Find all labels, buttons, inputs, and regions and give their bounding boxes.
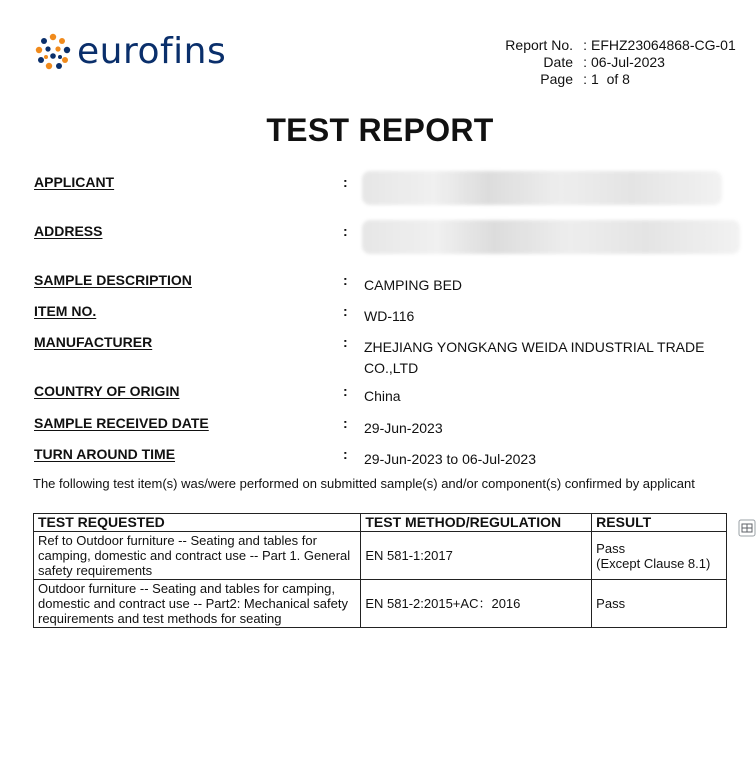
field-colon: : [343,223,348,239]
page-number-row [480,71,736,88]
result-cell [592,580,727,628]
page-number-value: 1 of 8 [591,71,630,87]
sample-description-field [34,272,754,294]
country-of-origin-label: COUNTRY OF ORIGIN [34,383,180,399]
sample-received-date-field [34,415,754,437]
eurofins-logo [33,30,226,74]
meta-colon: : [583,37,587,53]
report-meta [480,37,736,88]
table-row [34,580,727,628]
address-field [34,223,754,263]
table-row [34,532,727,580]
item-no-label: ITEM NO. [34,303,97,319]
result-value: Pass [596,596,626,611]
turn-around-time-value: 29-Jun-2023 to 06-Jul-2023 [364,451,537,467]
redacted-address [362,220,740,254]
meta-colon: : [583,71,587,87]
test-method-cell: EN 581-2:2015+AC：2016 [361,580,592,628]
result-value: Pass [596,540,626,556]
manufacturer-value: ZHEJIANG YONGKANG WEIDA INDUSTRIAL TRADE CO.,LTD [364,339,705,376]
field-colon: : [343,415,348,431]
field-colon: : [343,272,348,288]
sample-received-date-value: 29-Jun-2023 [364,420,443,436]
field-colon: : [343,174,348,190]
test-requested-cell: Ref to Outdoor furniture -- Seating and tables for camping, domestic and contract use -- Part 1. General safety requirements [34,532,361,580]
country-of-origin-value: China [364,388,401,404]
turn-around-time-field [34,446,754,468]
sample-description-label: SAMPLE DESCRIPTION [34,272,192,288]
column-header-result: RESULT [592,514,727,532]
test-requested-cell: Outdoor furniture -- Seating and tables for camping, domestic and contract use -- Part2: Mechanical safety requirements and test methods for seating [34,580,361,628]
report-date-label: Date [543,54,573,70]
address-label: ADDRESS [34,223,103,239]
turn-around-time-label: TURN AROUND TIME [34,446,176,462]
report-number-row [480,37,736,54]
intro-text: The following test item(s) was/were performed on submitted sample(s) and/or component(s) confirmed by applicant [33,476,695,491]
field-colon: : [343,334,348,350]
applicant-label: APPLICANT [34,174,115,190]
field-colon: : [343,383,348,399]
manufacturer-field [34,334,754,378]
sample-received-date-label: SAMPLE RECEIVED DATE [34,415,209,431]
test-table [33,513,727,628]
sample-description-value: CAMPING BED [364,277,463,293]
page-number-label: Page [540,71,573,87]
applicant-field [34,174,754,214]
manufacturer-label: MANUFACTURER [34,334,153,350]
country-of-origin-field [34,383,754,405]
report-number-label: Report No. [505,37,573,53]
logo-wordmark: eurofins [77,31,227,72]
item-no-field [34,303,754,325]
field-colon: : [343,303,348,319]
report-date-value: 06-Jul-2023 [591,54,665,70]
eurofins-dots-logo-icon [33,32,73,72]
result-note: (Except Clause 8.1) [596,555,711,571]
field-colon: : [343,446,348,462]
table-view-icon[interactable] [738,519,756,537]
item-no-value: WD-116 [364,308,415,324]
meta-colon: : [583,54,587,70]
report-number-value: EFHZ23064868-CG-01 [591,37,736,53]
result-cell [592,532,727,580]
page-title: TEST REPORT [266,112,494,148]
redacted-applicant [362,171,722,205]
column-header-test-method: TEST METHOD/REGULATION [361,514,592,532]
test-method-cell: EN 581-1:2017 [361,532,592,580]
column-header-test-requested: TEST REQUESTED [34,514,361,532]
table-header-row [34,514,727,532]
report-date-row [480,54,736,71]
